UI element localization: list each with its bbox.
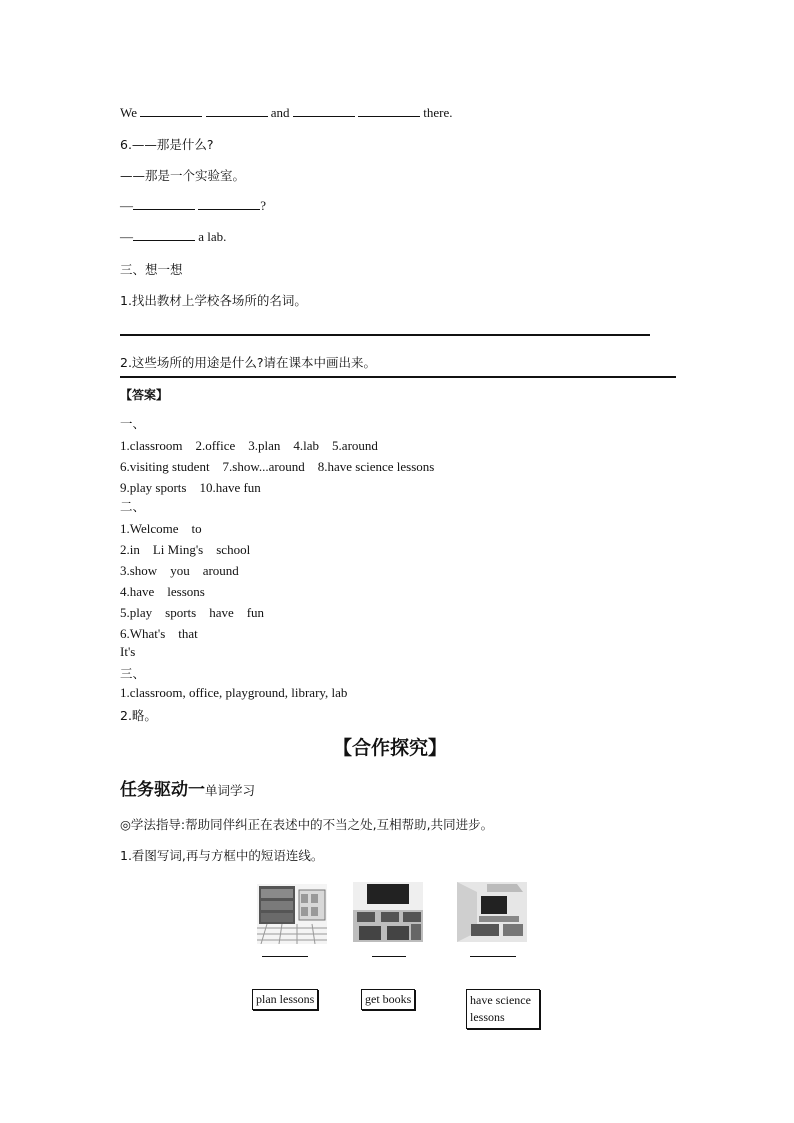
phrase-box-get-books[interactable]: get books <box>361 989 415 1010</box>
question-6-cn: 6.——那是什么? <box>120 137 214 152</box>
answer-blank[interactable] <box>358 104 420 117</box>
answers-part1-label: 一、 <box>120 416 146 431</box>
classroom-picture <box>353 882 423 942</box>
answers-line: 4.have lessons <box>120 584 205 599</box>
answer-blank[interactable] <box>198 197 260 210</box>
fill-line-5: We and there. <box>120 105 453 120</box>
answers-part3-label: 三、 <box>120 666 146 681</box>
answer-6-cn: ——那是一个实验室。 <box>120 168 246 183</box>
exercise-instruction: 1.看图写词,再与方框中的短语连线。 <box>120 848 324 863</box>
answer-blank[interactable] <box>133 197 195 210</box>
answer-blank[interactable] <box>133 228 195 241</box>
answers-line: 9.play sports 10.have fun <box>120 480 261 495</box>
section-3-title: 三、想一想 <box>120 262 183 277</box>
task-heading: 任务驱动一单词学习 <box>120 780 256 800</box>
answer-blank[interactable] <box>140 104 202 117</box>
answers-line: 6.What's that <box>120 626 198 641</box>
answers-line: 3.show you around <box>120 563 239 578</box>
answers-line: 1.classroom, office, playground, library, lab <box>120 685 348 700</box>
answers-heading: 【答案】 <box>120 388 169 402</box>
question-6-en: — ? <box>120 198 267 213</box>
answers-line: 1.classroom 2.office 3.plan 4.lab 5.around <box>120 438 378 453</box>
answer-6-en: — a lab. <box>120 229 227 244</box>
section-3-q2: 2.这些场所的用途是什么?请在课本中画出来。 <box>120 355 377 370</box>
method-tip: ◎学法指导:帮助同伴纠正在表述中的不当之处,互相帮助,共同进步。 <box>120 817 494 832</box>
word-blank[interactable] <box>470 956 516 957</box>
library-picture <box>257 884 327 944</box>
answer-divider <box>120 376 676 378</box>
phrase-box-plan-lessons[interactable]: plan lessons <box>252 989 318 1010</box>
answers-line: 5.play sports have fun <box>120 605 265 620</box>
answers-line: It's <box>120 644 136 659</box>
lab-picture <box>457 882 527 942</box>
writing-line[interactable] <box>120 334 650 336</box>
answers-line: 2.略。 <box>120 708 157 723</box>
section-3-q1: 1.找出教材上学校各场所的名词。 <box>120 293 307 308</box>
answers-line: 2.in Li Ming's school <box>120 542 251 557</box>
word-blank[interactable] <box>372 956 406 957</box>
answers-line: 6.visiting student 7.show...around 8.have science lessons <box>120 459 435 474</box>
answer-blank[interactable] <box>206 104 268 117</box>
phrase-box-have-science-lessons[interactable]: have science lessons <box>466 989 540 1029</box>
cooperation-title: 【合作探究】 <box>333 737 448 759</box>
answers-part2-label: 二、 <box>120 499 146 514</box>
answers-line: 1.Welcome to <box>120 521 202 536</box>
word-blank[interactable] <box>262 956 308 957</box>
answer-blank[interactable] <box>293 104 355 117</box>
